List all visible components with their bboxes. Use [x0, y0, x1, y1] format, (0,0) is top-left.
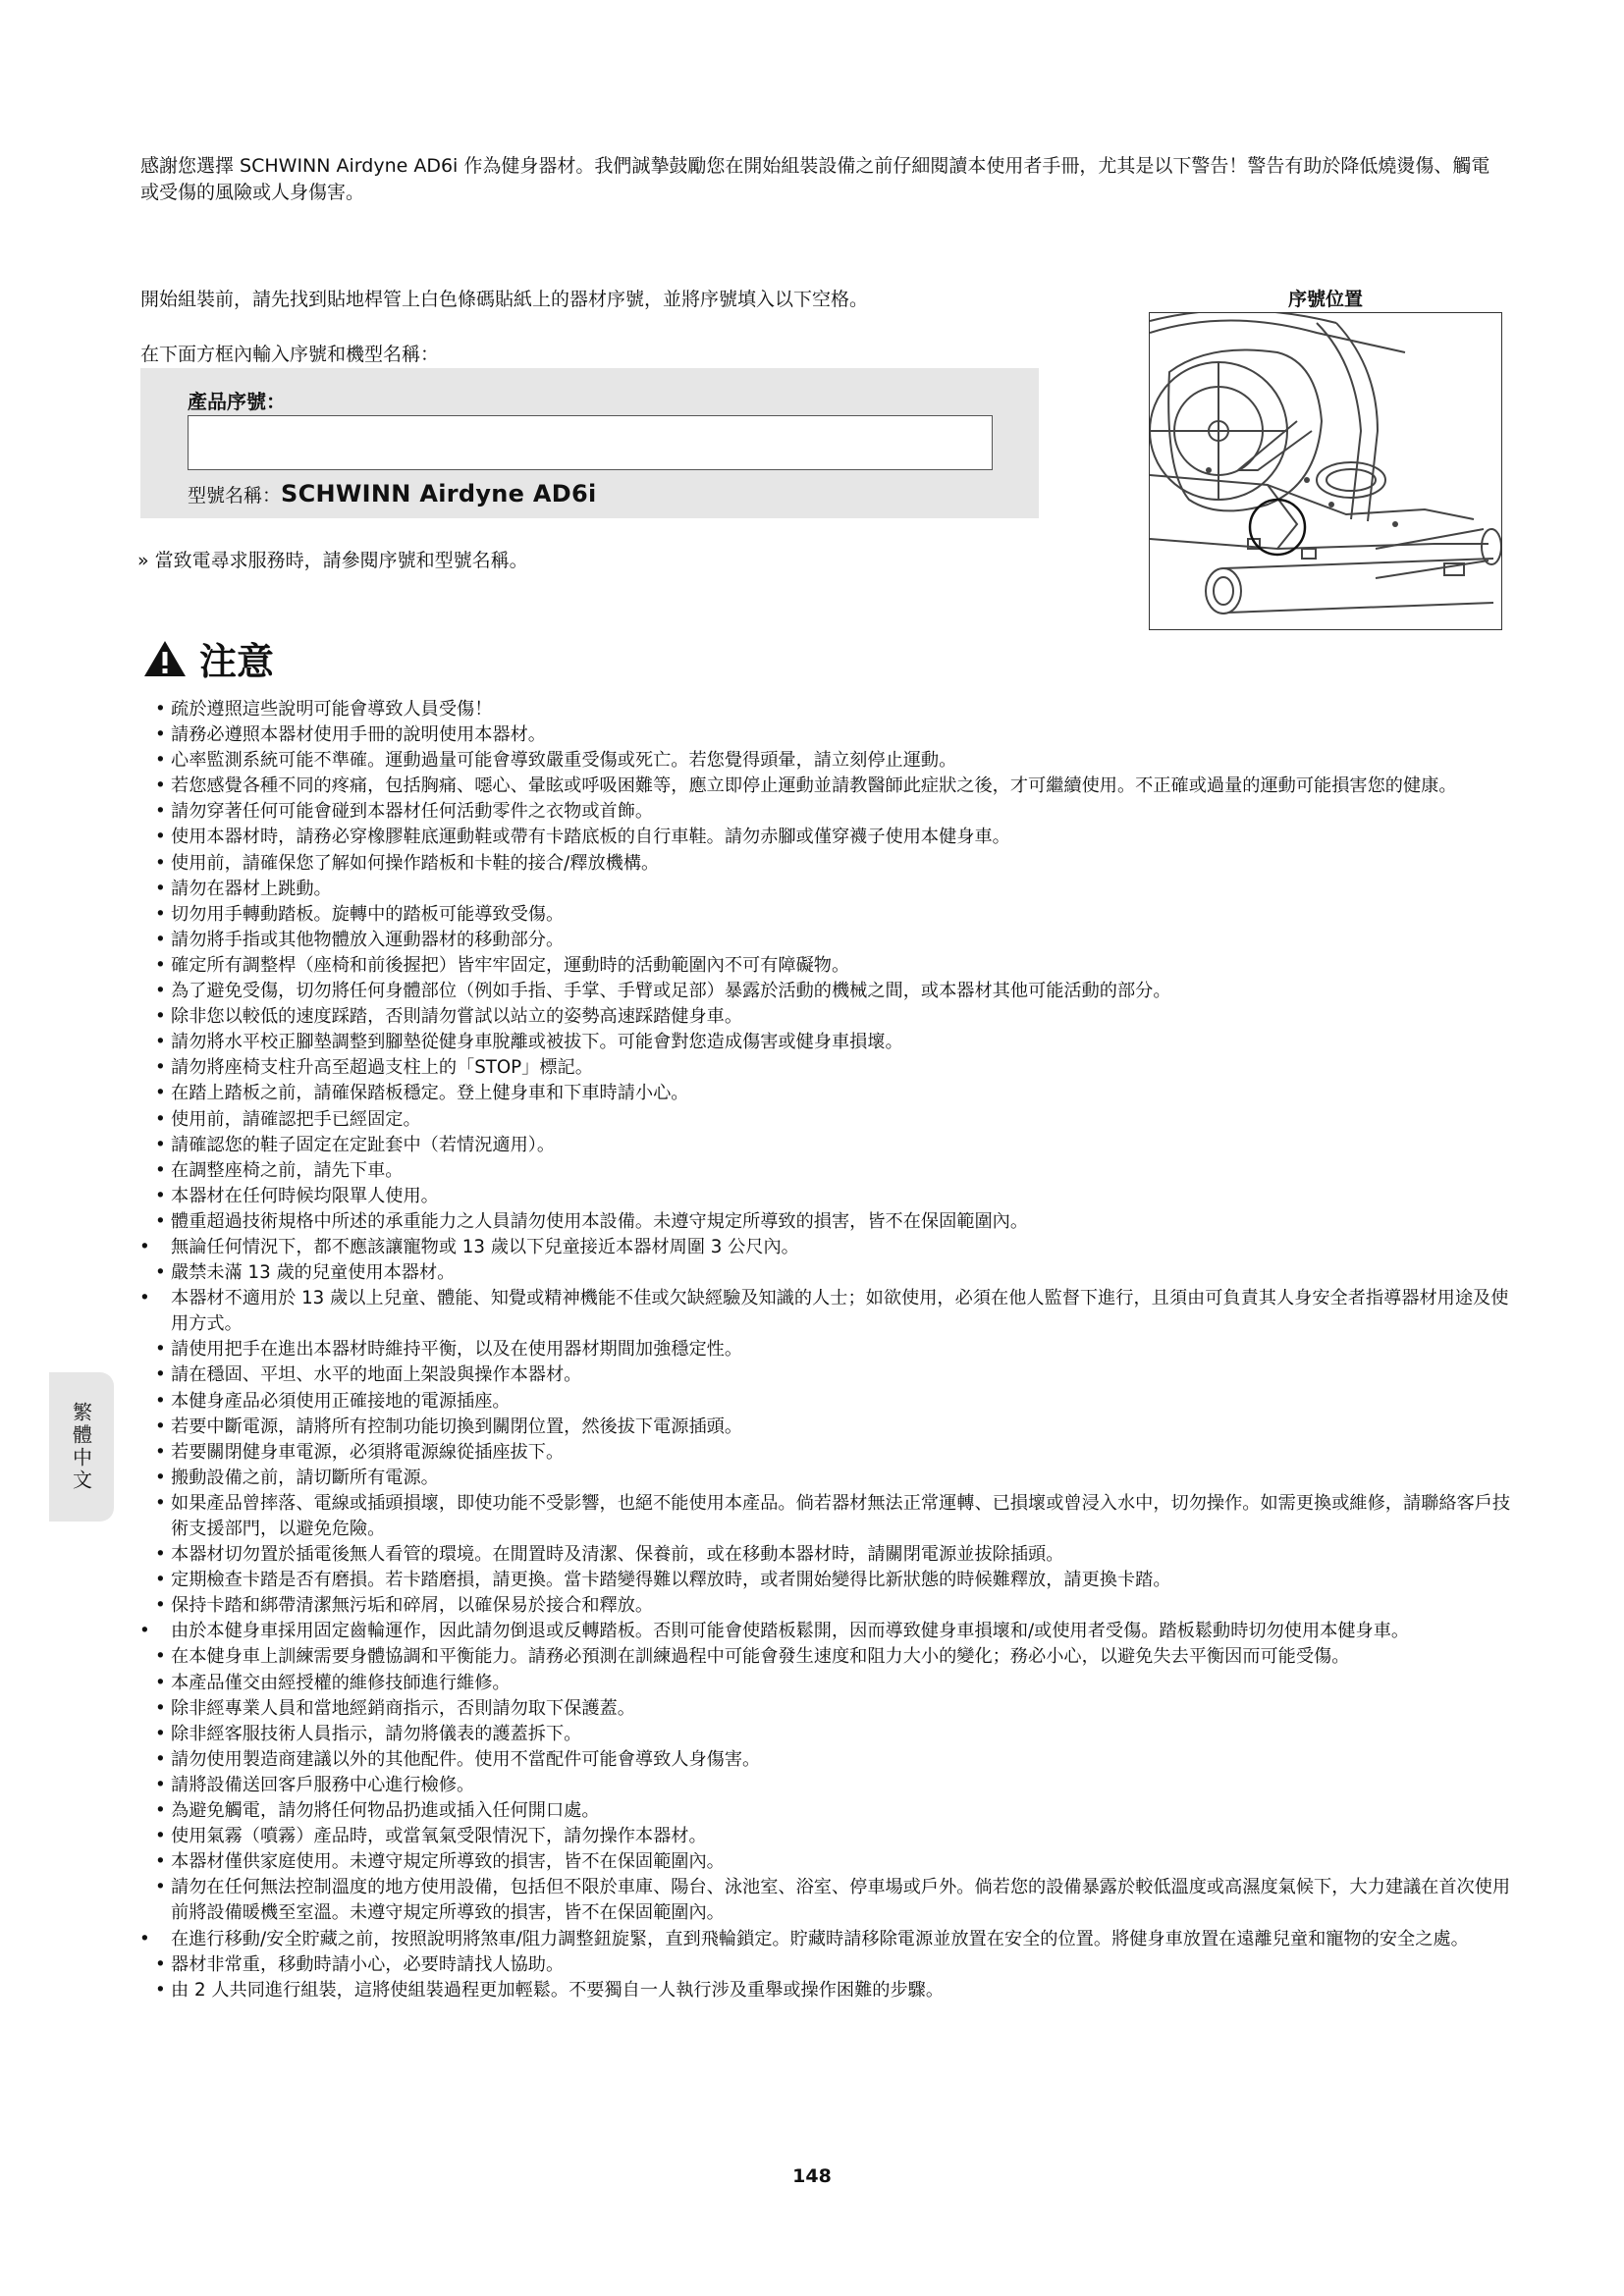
service-note: » 當致電尋求服務時，請參閱序號和型號名稱。 [137, 550, 528, 571]
caution-title: 注意 [199, 640, 275, 683]
caution-list-item: • 保持卡踏和綁帶清潔無污垢和碎屑，以確保易於接合和釋放。 [137, 1593, 1512, 1619]
caution-list-item: • 請確認您的鞋子固定在定趾套中（若情況適用）。 [137, 1133, 1512, 1158]
caution-list-item: • 請勿將手指或其他物體放入運動器材的移動部分。 [137, 928, 1512, 953]
intro-paragraph: 感謝您選擇 SCHWINN Airdyne AD6i 作為健身器材。我們誠摯鼓勵您在開始組裝設備之前仔細閱讀本使用者手冊，尤其是以下警告！警告有助於降低燒燙傷、觸電或受傷的風險或人身傷害。 [140, 155, 1490, 203]
caution-list-item: • 除非經客服技術人員指示，請勿將儀表的護蓋拆下。 [137, 1722, 1512, 1747]
caution-list-item: • 在本健身車上訓練需要身體協調和平衡能力。請務必預測在訓練過程中可能會發生速度和阻力大小的變化；務必小心，以避免失去平衡因而可能受傷。 [137, 1644, 1512, 1670]
caution-list-item: • 若您感覺各種不同的疼痛，包括胸痛、噁心、暈眩或呼吸困難等，應立即停止運動並請教醫師此症狀之後，才可繼續使用。不正確或過量的運動可能損害您的健康。 [137, 774, 1512, 799]
caution-list-item: • 使用氣霧（噴霧）產品時，或當氧氣受限情況下，請勿操作本器材。 [137, 1824, 1512, 1849]
caution-list-item: • 若要中斷電源，請將所有控制功能切換到關閉位置，然後拔下電源插頭。 [137, 1415, 1512, 1440]
serial-instruction: 開始組裝前，請先找到貼地桿管上白色條碼貼紙上的器材序號，並將序號填入以下空格。 [140, 289, 869, 310]
caution-list-item: • 本器材在任何時候均限單人使用。 [137, 1184, 1512, 1209]
caution-list-item: • 請使用把手在進出本器材時維持平衡，以及在使用器材期間加強穩定性。 [137, 1337, 1512, 1362]
caution-list-item: • 確定所有調整桿（座椅和前後握把）皆牢牢固定，運動時的活動範圍內不可有障礙物。 [137, 953, 1512, 979]
page-number: 148 [792, 2165, 832, 2187]
caution-list-item: • 除非您以較低的速度踩踏，否則請勿嘗試以站立的姿勢高速踩踏健身車。 [137, 1004, 1512, 1030]
caution-list-item: • 請務必遵照本器材使用手冊的說明使用本器材。 [137, 722, 1512, 748]
serial-info-box [140, 368, 1039, 518]
model-name-label: 型號名稱： [188, 485, 282, 507]
caution-list-item: • 疏於遵照這些說明可能會導致人員受傷！ [137, 697, 1512, 722]
serial-location-marker [1250, 500, 1305, 555]
caution-list-item: • 由 2 人共同進行組裝，這將使組裝過程更加輕鬆。不要獨自一人執行涉及重舉或操作困難的步驟。 [137, 1978, 1512, 2003]
caution-list-item: • 如果產品曾摔落、電線或插頭損壞，即使功能不受影響，也絕不能使用本產品。倘若器材無法正常運轉、已損壞或曾浸入水中，切勿操作。如需更換或維修，請聯絡客戶技術支援部門，以避免危險。 [137, 1491, 1512, 1542]
model-name-value: SCHWINN Airdyne AD6i [281, 480, 597, 507]
warning-triangle-icon [142, 639, 188, 678]
caution-list-item: • 使用本器材時，請務必穿橡膠鞋底運動鞋或帶有卡踏底板的自行車鞋。請勿赤腳或僅穿襪子使用本健身車。 [137, 825, 1512, 850]
caution-list-item: • 為避免觸電，請勿將任何物品扔進或插入任何開口處。 [137, 1798, 1512, 1824]
caution-list-item: • 請將設備送回客戶服務中心進行檢修。 [137, 1773, 1512, 1798]
caution-list-item: • 本器材僅供家庭使用。未遵守規定所導致的損害，皆不在保固範圍內。 [137, 1849, 1512, 1875]
caution-list-item: • 請勿使用製造商建議以外的其他配件。使用不當配件可能會導致人身傷害。 [137, 1747, 1512, 1773]
caution-list-item: • 切勿用手轉動踏板。旋轉中的踏板可能導致受傷。 [137, 902, 1512, 928]
enter-serial-label: 在下面方框內輸入序號和機型名稱： [140, 344, 440, 365]
caution-list-item: • 請勿在任何無法控制溫度的地方使用設備，包括但不限於車庫、陽台、泳池室、浴室、停車場或戶外。倘若您的設備暴露於較低溫度或高濕度氣候下，大力建議在首次使用前將設備暖機至室溫。未遵守規定所導致的損害，皆不在保固範圍內。 [137, 1875, 1512, 1926]
caution-list-item: • 使用前，請確保您了解如何操作踏板和卡鞋的接合/釋放機構。 [137, 851, 1512, 877]
caution-heading [142, 631, 274, 685]
caution-list-item: • 嚴禁未滿 13 歲的兒童使用本器材。 [137, 1260, 1512, 1286]
caution-list-item: • 請勿將水平校正腳墊調整到腳墊從健身車脫離或被拔下。可能會對您造成傷害或健身車損壞。 [137, 1030, 1512, 1055]
caution-list-item: • 本器材切勿置於插電後無人看管的環境。在閒置時及清潔、保養前，或在移動本器材時，請關閉電源並拔除插頭。 [137, 1542, 1512, 1568]
caution-list-item: • 無論任何情況下，都不應該讓寵物或 13 歲以下兒童接近本器材周圍 3 公尺內。 [137, 1235, 1512, 1260]
caution-list-item: • 本健身產品必須使用正確接地的電源插座。 [137, 1389, 1512, 1415]
caution-list-item: • 在踏上踏板之前，請確保踏板穩定。登上健身車和下車時請小心。 [137, 1081, 1512, 1106]
caution-list-item: • 搬動設備之前，請切斷所有電源。 [137, 1466, 1512, 1491]
bike-frame-illustration [1150, 313, 1502, 630]
serial-location-figure [1149, 312, 1502, 630]
model-name-line [188, 480, 597, 507]
caution-list-item: • 請勿將座椅支柱升高至超過支柱上的「STOP」標記。 [137, 1055, 1512, 1081]
caution-list-item: • 由於本健身車採用固定齒輪運作，因此請勿倒退或反轉踏板。否則可能會使踏板鬆開，因而導致健身車損壞和/或使用者受傷。踏板鬆動時切勿使用本健身車。 [137, 1619, 1512, 1644]
product-serial-field[interactable] [188, 415, 993, 470]
caution-list-item: • 請在穩固、平坦、水平的地面上架設與操作本器材。 [137, 1362, 1512, 1388]
caution-list-item: • 請勿在器材上跳動。 [137, 877, 1512, 902]
language-tab: 繁體中文 [49, 1372, 114, 1522]
caution-list-item: • 請勿穿著任何可能會碰到本器材任何活動零件之衣物或首飾。 [137, 799, 1512, 825]
caution-list-item: • 本產品僅交由經授權的維修技師進行維修。 [137, 1671, 1512, 1696]
caution-list-item: • 定期檢查卡踏是否有磨損。若卡踏磨損，請更換。當卡踏變得難以釋放時，或者開始變得比新狀態的時候難釋放，請更換卡踏。 [137, 1568, 1512, 1593]
caution-list [137, 697, 1512, 2003]
caution-list-item: • 器材非常重，移動時請小心，必要時請找人協助。 [137, 1952, 1512, 1978]
serial-location-label: 序號位置 [1287, 289, 1363, 310]
caution-list-item: • 除非經專業人員和當地經銷商指示，否則請勿取下保護蓋。 [137, 1696, 1512, 1722]
product-serial-label: 產品序號： [188, 390, 286, 413]
caution-list-item: • 本器材不適用於 13 歲以上兒童、體能、知覺或精神機能不佳或欠缺經驗及知識的人士；如欲使用，必須在他人監督下進行，且須由可負責其人身安全者指導器材用途及使用方式。 [137, 1286, 1512, 1337]
caution-list-item: • 使用前，請確認把手已經固定。 [137, 1107, 1512, 1133]
caution-list-item: • 心率監測系統可能不準確。運動過量可能會導致嚴重受傷或死亡。若您覺得頭暈，請立刻停止運動。 [137, 748, 1512, 774]
caution-list-item: • 在調整座椅之前，請先下車。 [137, 1158, 1512, 1184]
caution-list-item: • 在進行移動/安全貯藏之前，按照說明將煞車/阻力調整鈕旋緊，直到飛輪鎖定。貯藏時請移除電源並放置在安全的位置。將健身車放置在遠離兒童和寵物的安全之處。 [137, 1927, 1512, 1952]
caution-list-item: • 為了避免受傷，切勿將任何身體部位（例如手指、手掌、手臂或足部）暴露於活動的機械之間，或本器材其他可能活動的部分。 [137, 979, 1512, 1004]
caution-list-item: • 若要關閉健身車電源，必須將電源線從插座拔下。 [137, 1440, 1512, 1466]
caution-list-item: • 體重超過技術規格中所述的承重能力之人員請勿使用本設備。未遵守規定所導致的損害，皆不在保固範圍內。 [137, 1209, 1512, 1235]
